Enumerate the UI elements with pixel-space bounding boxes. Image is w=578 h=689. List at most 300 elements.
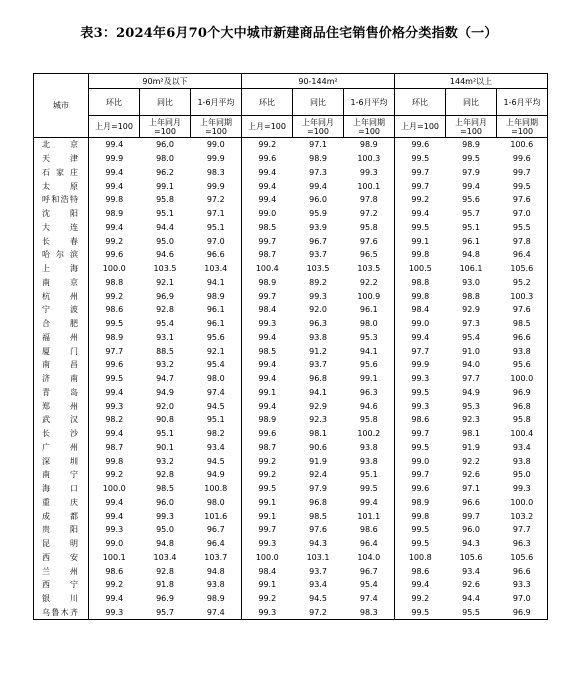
index-value: 98.6: [411, 415, 430, 425]
index-value: 97.2: [344, 207, 395, 221]
index-value: 99.4: [411, 580, 430, 590]
index-value: 99.4: [105, 222, 124, 232]
index-value: 99.5: [105, 374, 124, 384]
city-name: 贵阳: [34, 523, 89, 537]
index-value: 100.0: [102, 484, 126, 494]
index-value: 99.4: [258, 360, 277, 370]
index-value: 93.8: [344, 454, 395, 468]
city-name: 昆明: [34, 537, 89, 551]
index-value: 98.7: [258, 250, 277, 260]
index-value: 96.1: [191, 303, 242, 317]
index-value: 97.1: [191, 207, 242, 221]
index-value: 98.4: [258, 305, 277, 315]
index-value: 100.0: [497, 496, 548, 510]
index-value: 95.1: [156, 429, 174, 439]
table-row: [34, 454, 548, 468]
index-value: 91.9: [309, 456, 327, 466]
index-value: 88.5: [156, 346, 174, 356]
index-value: 98.3: [191, 166, 242, 180]
index-value: 94.9: [156, 387, 174, 397]
index-value: 99.2: [105, 236, 124, 246]
index-value: 94.1: [344, 344, 395, 358]
table-row: [34, 331, 548, 345]
index-value: 99.1: [411, 236, 430, 246]
index-value: 98.0: [191, 496, 242, 510]
index-value: 94.9: [191, 468, 242, 482]
city-name: 广州: [34, 441, 89, 455]
index-value: 99.3: [105, 401, 124, 411]
header-mom: 环比: [242, 89, 293, 116]
index-value: 100.6: [497, 138, 548, 152]
index-value: 97.0: [497, 207, 548, 221]
index-value: 96.0: [156, 497, 174, 507]
index-value: 98.1: [462, 429, 480, 439]
index-value: 99.2: [105, 580, 124, 590]
index-value: 101.1: [344, 509, 395, 523]
table-row: [34, 441, 548, 455]
index-value: 99.8: [411, 511, 430, 521]
index-value: 97.6: [497, 303, 548, 317]
table-row: [34, 427, 548, 441]
index-value: 98.4: [258, 566, 277, 576]
index-value: 95.6: [191, 331, 242, 345]
index-value: 89.2: [309, 277, 327, 287]
city-name: 成都: [34, 509, 89, 523]
index-value: 99.6: [497, 152, 548, 166]
index-value: 99.9: [191, 179, 242, 193]
index-value: 95.8: [497, 413, 548, 427]
city-name: 太原: [34, 179, 89, 193]
table-row: [34, 152, 548, 166]
index-value: 103.5: [153, 264, 177, 274]
table-row: [34, 276, 548, 290]
city-name: 哈尔滨: [34, 248, 89, 262]
index-value: 96.1: [191, 317, 242, 331]
table-row: [34, 317, 548, 331]
table-row: [34, 303, 548, 317]
index-value: 93.7: [309, 360, 327, 370]
index-value: 99.7: [462, 511, 480, 521]
index-value: 96.9: [497, 386, 548, 400]
index-value: 97.4: [344, 592, 395, 606]
index-value: 97.7: [497, 523, 548, 537]
index-value: 99.5: [411, 222, 430, 232]
index-value: 94.0: [462, 360, 480, 370]
header-mom-base: 上月=100: [242, 116, 293, 138]
index-value: 99.2: [411, 594, 430, 604]
index-value: 99.3: [411, 401, 430, 411]
index-value: 95.4: [156, 319, 174, 329]
index-value: 99.6: [411, 484, 430, 494]
index-value: 99.6: [105, 250, 124, 260]
index-value: 92.4: [309, 470, 327, 480]
index-value: 97.9: [462, 167, 480, 177]
index-value: 99.0: [258, 209, 277, 219]
index-value: 94.3: [309, 539, 327, 549]
index-value: 99.8: [105, 195, 124, 205]
index-value: 99.8: [411, 291, 430, 301]
city-name: 西宁: [34, 578, 89, 592]
index-value: 91.2: [309, 346, 327, 356]
index-value: 92.8: [156, 566, 174, 576]
index-value: 96.7: [309, 236, 327, 246]
city-name: 上海: [34, 262, 89, 276]
index-value: 99.2: [105, 470, 124, 480]
city-name: 青岛: [34, 386, 89, 400]
table-row: [34, 592, 548, 606]
index-value: 98.7: [105, 442, 124, 452]
index-value: 98.0: [191, 372, 242, 386]
city-name: 天津: [34, 152, 89, 166]
index-value: 100.1: [344, 179, 395, 193]
index-value: 95.8: [344, 413, 395, 427]
index-value: 98.9: [191, 592, 242, 606]
index-value: 99.3: [258, 319, 277, 329]
index-value: 97.2: [191, 193, 242, 207]
index-value: 96.1: [462, 236, 480, 246]
index-value: 92.8: [156, 305, 174, 315]
index-value: 96.3: [497, 537, 548, 551]
city-name: 呼和浩特: [34, 193, 89, 207]
index-value: 105.6: [497, 551, 548, 565]
index-value: 96.3: [344, 386, 395, 400]
index-value: 99.2: [258, 456, 277, 466]
table-row: [34, 372, 548, 386]
index-value: 96.3: [309, 319, 327, 329]
index-value: 97.6: [497, 193, 548, 207]
index-value: 90.6: [309, 442, 327, 452]
index-value: 100.0: [497, 372, 548, 386]
index-value: 98.1: [309, 429, 327, 439]
index-value: 98.6: [105, 566, 124, 576]
index-value: 96.4: [344, 537, 395, 551]
index-value: 99.5: [411, 539, 430, 549]
index-value: 93.9: [309, 222, 327, 232]
index-value: 93.8: [309, 332, 327, 342]
table-row: [34, 248, 548, 262]
index-value: 99.7: [411, 429, 430, 439]
index-value: 97.4: [191, 386, 242, 400]
index-value: 95.3: [462, 401, 480, 411]
index-value: 95.2: [497, 276, 548, 290]
index-value: 103.5: [344, 262, 395, 276]
index-value: 97.7: [462, 374, 480, 384]
index-value: 95.5: [497, 221, 548, 235]
index-value: 92.2: [462, 456, 480, 466]
index-value: 95.1: [191, 413, 242, 427]
index-value: 95.4: [191, 358, 242, 372]
table-row: [34, 358, 548, 372]
index-value: 99.4: [105, 140, 124, 150]
index-value: 100.2: [344, 427, 395, 441]
table-row: [34, 496, 548, 510]
index-value: 92.3: [309, 415, 327, 425]
index-value: 91.0: [462, 346, 480, 356]
table-title: 表3：2024年6月70个大中城市新建商品住宅销售价格分类指数（一）: [80, 26, 498, 41]
index-value: 93.3: [497, 578, 548, 592]
index-value: 105.6: [459, 552, 483, 562]
index-value: 103.4: [191, 262, 242, 276]
index-value: 100.4: [255, 264, 279, 274]
index-value: 95.3: [344, 331, 395, 345]
index-value: 99.6: [105, 360, 124, 370]
index-value: 95.6: [344, 358, 395, 372]
index-value: 95.8: [344, 221, 395, 235]
index-value: 94.9: [462, 387, 480, 397]
header-yoy-base: 上年同月=100: [293, 116, 344, 138]
table-row: [34, 606, 548, 620]
index-value: 99.5: [344, 482, 395, 496]
index-value: 99.2: [258, 470, 277, 480]
index-value: 99.4: [258, 181, 277, 191]
city-name: 深圳: [34, 454, 89, 468]
index-value: 94.8: [462, 250, 480, 260]
index-value: 98.9: [258, 415, 277, 425]
city-name: 南宁: [34, 468, 89, 482]
index-value: 99.7: [411, 181, 430, 191]
index-value: 98.2: [105, 415, 124, 425]
index-value: 93.4: [497, 441, 548, 455]
index-value: 98.0: [156, 154, 174, 164]
index-value: 99.7: [411, 167, 430, 177]
index-value: 99.4: [462, 181, 480, 191]
index-value: 99.3: [105, 525, 124, 535]
index-value: 91.8: [156, 580, 174, 590]
index-value: 96.5: [344, 248, 395, 262]
index-value: 99.4: [105, 181, 124, 191]
index-value: 99.1: [344, 372, 395, 386]
table-row: [34, 523, 548, 537]
index-value: 93.4: [462, 566, 480, 576]
index-value: 99.3: [258, 539, 277, 549]
index-value: 99.0: [191, 138, 242, 152]
table-row: [34, 193, 548, 207]
index-value: 95.4: [462, 332, 480, 342]
header-group-small: 90m²及以下: [89, 74, 242, 89]
city-name: 西安: [34, 551, 89, 565]
index-value: 92.0: [309, 305, 327, 315]
index-value: 96.8: [309, 497, 327, 507]
index-value: 99.4: [258, 332, 277, 342]
index-value: 92.1: [156, 277, 174, 287]
index-value: 98.9: [411, 497, 430, 507]
index-value: 96.9: [497, 606, 548, 620]
index-value: 95.9: [309, 209, 327, 219]
index-value: 100.8: [408, 552, 432, 562]
header-row-groups: [34, 74, 548, 89]
index-value: 96.4: [497, 248, 548, 262]
price-index-table: [33, 73, 548, 620]
index-value: 93.0: [462, 277, 480, 287]
table-row: [34, 482, 548, 496]
index-value: 90.8: [156, 415, 174, 425]
index-value: 95.1: [344, 468, 395, 482]
city-name: 福州: [34, 331, 89, 345]
index-value: 97.0: [497, 592, 548, 606]
header-row-bases: [34, 116, 548, 138]
index-value: 99.7: [258, 291, 277, 301]
header-avg-base: 上年同期=100: [497, 116, 548, 138]
index-value: 98.0: [344, 317, 395, 331]
header-group-large: 144m²以上: [395, 74, 548, 89]
index-value: 92.6: [462, 470, 480, 480]
index-value: 94.1: [309, 387, 327, 397]
index-value: 93.2: [156, 360, 174, 370]
index-value: 100.4: [497, 427, 548, 441]
index-value: 98.5: [309, 511, 327, 521]
index-value: 99.4: [309, 181, 327, 191]
index-value: 95.7: [140, 606, 191, 620]
header-avg-base: 上年同期=100: [344, 116, 395, 138]
index-value: 99.1: [258, 511, 277, 521]
header-group-medium: 90-144m²: [242, 74, 395, 89]
index-value: 99.3: [89, 606, 140, 620]
index-value: 99.0: [411, 319, 430, 329]
index-value: 100.0: [102, 264, 126, 274]
index-value: 99.3: [242, 606, 293, 620]
table-row: [34, 207, 548, 221]
index-value: 101.6: [191, 509, 242, 523]
index-value: 95.6: [462, 195, 480, 205]
index-value: 92.0: [156, 401, 174, 411]
index-value: 99.1: [258, 580, 277, 590]
index-value: 98.7: [258, 442, 277, 452]
index-value: 95.1: [191, 221, 242, 235]
index-value: 99.1: [156, 181, 174, 191]
index-value: 98.5: [497, 317, 548, 331]
index-value: 99.8: [105, 456, 124, 466]
index-value: 99.9: [411, 360, 430, 370]
index-value: 99.2: [258, 594, 277, 604]
header-mom-base: 上月=100: [395, 116, 446, 138]
index-value: 99.7: [258, 525, 277, 535]
index-value: 97.4: [191, 606, 242, 620]
index-value: 95.8: [156, 195, 174, 205]
table-row: [34, 564, 548, 578]
index-value: 94.8: [191, 564, 242, 578]
index-value: 94.6: [156, 250, 174, 260]
index-value: 100.1: [102, 552, 126, 562]
index-value: 99.5: [411, 154, 430, 164]
index-value: 98.5: [156, 484, 174, 494]
index-value: 95.4: [344, 578, 395, 592]
city-name: 重庆: [34, 496, 89, 510]
index-value: 95.1: [156, 209, 174, 219]
index-value: 100.5: [408, 264, 432, 274]
index-value: 98.6: [411, 566, 430, 576]
index-value: 99.9: [105, 154, 124, 164]
index-value: 99.5: [411, 525, 430, 535]
index-value: 100.9: [344, 289, 395, 303]
header-avg: 1-6月平均: [191, 89, 242, 116]
index-value: 97.3: [309, 167, 327, 177]
index-value: 93.4: [191, 441, 242, 455]
index-value: 99.2: [411, 195, 430, 205]
table-row: [34, 551, 548, 565]
index-value: 99.5: [105, 319, 124, 329]
index-value: 94.6: [344, 399, 395, 413]
index-value: 92.8: [156, 470, 174, 480]
header-city: 城市: [34, 74, 89, 138]
city-name: 石家庄: [34, 166, 89, 180]
index-value: 94.8: [156, 539, 174, 549]
city-name: 武汉: [34, 413, 89, 427]
index-value: 99.4: [105, 497, 124, 507]
index-value: 99.4: [258, 401, 277, 411]
city-name: 济南: [34, 372, 89, 386]
index-value: 99.5: [462, 154, 480, 164]
index-value: 98.9: [191, 289, 242, 303]
index-value: 98.8: [105, 277, 124, 287]
index-value: 100.3: [344, 152, 395, 166]
city-name: 杭州: [34, 289, 89, 303]
index-value: 96.8: [497, 399, 548, 413]
index-value: 99.4: [105, 167, 124, 177]
index-value: 100.0: [255, 552, 279, 562]
index-value: 92.9: [309, 401, 327, 411]
index-value: 96.1: [344, 303, 395, 317]
table-row: [34, 221, 548, 235]
index-value: 99.5: [258, 484, 277, 494]
index-value: 95.5: [446, 606, 497, 620]
header-mom: 环比: [395, 89, 446, 116]
index-value: 103.7: [191, 551, 242, 565]
index-value: 97.3: [462, 319, 480, 329]
index-value: 96.7: [191, 523, 242, 537]
index-value: 94.5: [191, 454, 242, 468]
index-value: 98.6: [105, 305, 124, 315]
index-value: 96.6: [497, 564, 548, 578]
city-name: 海口: [34, 482, 89, 496]
index-value: 99.4: [105, 594, 124, 604]
index-value: 93.8: [344, 441, 395, 455]
index-value: 99.1: [258, 497, 277, 507]
table-row: [34, 399, 548, 413]
index-value: 97.7: [411, 346, 430, 356]
index-value: 96.0: [309, 195, 327, 205]
index-value: 97.6: [344, 234, 395, 248]
index-value: 98.9: [105, 332, 124, 342]
index-value: 103.2: [497, 509, 548, 523]
index-value: 105.6: [497, 262, 548, 276]
header-avg: 1-6月平均: [344, 89, 395, 116]
city-name: 乌鲁木齐: [34, 606, 89, 620]
table-row: [34, 413, 548, 427]
index-value: 97.9: [309, 484, 327, 494]
index-value: 93.8: [497, 344, 548, 358]
index-value: 92.9: [462, 305, 480, 315]
index-value: 98.6: [344, 523, 395, 537]
index-value: 90.1: [156, 442, 174, 452]
index-value: 99.7: [497, 166, 548, 180]
index-value: 98.9: [462, 140, 480, 150]
index-value: 97.1: [462, 484, 480, 494]
index-value: 99.6: [258, 154, 277, 164]
index-value: 103.1: [306, 552, 330, 562]
index-value: 98.2: [191, 427, 242, 441]
index-value: 95.1: [462, 222, 480, 232]
index-value: 97.6: [309, 525, 327, 535]
index-value: 92.6: [462, 580, 480, 590]
city-name: 郑州: [34, 399, 89, 413]
index-value: 94.3: [462, 539, 480, 549]
index-value: 99.2: [105, 291, 124, 301]
index-value: 99.4: [105, 387, 124, 397]
index-value: 103.5: [306, 264, 330, 274]
table-row: [34, 537, 548, 551]
index-value: 100.8: [191, 482, 242, 496]
header-yoy: 同比: [446, 89, 497, 116]
